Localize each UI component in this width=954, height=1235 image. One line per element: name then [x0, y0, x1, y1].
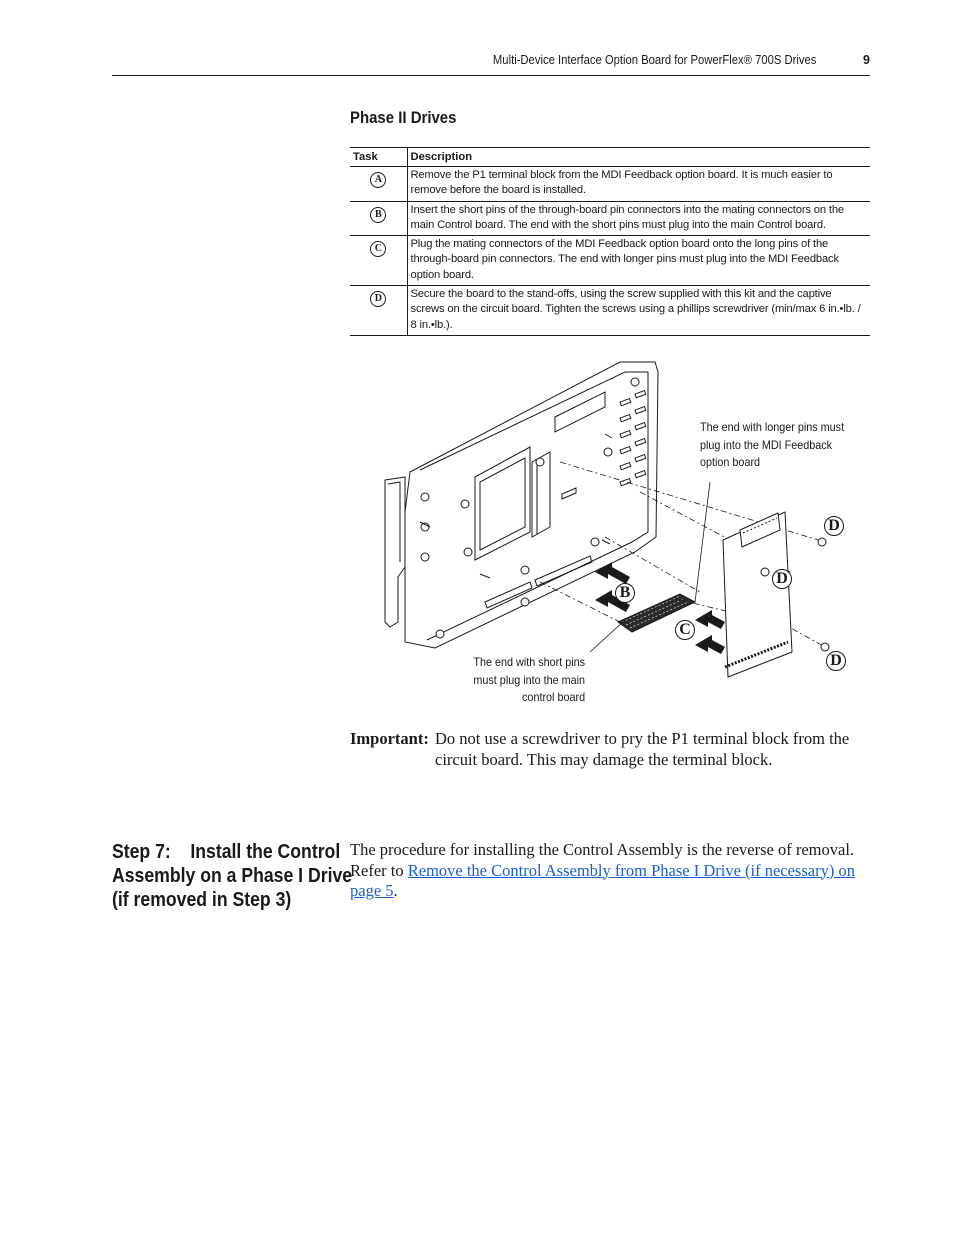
header-divider [112, 75, 870, 76]
callout-d-bottom: D [826, 651, 846, 671]
step7-heading-line1: Step 7: Install the Control [112, 840, 341, 863]
remove-control-assembly-link[interactable]: Remove the Control Assembly from Phase I Drive (if necessary) on page 5 [350, 860, 855, 900]
task-table [350, 147, 870, 336]
task-letter-badge: D [370, 291, 386, 307]
table-row [350, 286, 870, 336]
task-description: Insert the short pins of the through-board pin connectors into the mating connectors on the main Control board. The end with the short pins must plug into the main Control board. [407, 201, 870, 236]
column-header-task: Task [350, 148, 407, 167]
table-header-row [350, 148, 870, 167]
task-letter-badge: C [370, 241, 386, 257]
callout-d-top: D [824, 516, 844, 536]
task-description: Remove the P1 terminal block from the MDI Feedback option board. It is much easier to remove before the board is installed. [407, 167, 870, 202]
important-text-line2: circuit board. This may damage the terminal block. [435, 749, 773, 769]
table-row [350, 167, 870, 202]
task-letter-badge: B [370, 207, 386, 223]
callout-c: C [675, 620, 695, 640]
step7-body-text: The procedure for installing the Control Assembly is the reverse of removal. Refer to [350, 840, 855, 880]
running-header-title: Multi-Device Interface Option Board for PowerFlex® 700S Drives [492, 53, 816, 67]
table-row [350, 236, 870, 286]
page-number: 9 [863, 53, 870, 67]
short-pins-note: The end with short pins must plug into the main control board [473, 655, 585, 704]
step7-body [350, 840, 875, 902]
table-row [350, 201, 870, 236]
section-title: Phase II Drives [350, 108, 457, 127]
long-pins-note: The end with longer pins must plug into the MDI Feedback option board [700, 420, 845, 469]
task-letter-badge: A [370, 172, 386, 188]
column-header-description: Description [407, 148, 870, 167]
step7-heading-line3: (if removed in Step 3) [112, 888, 292, 911]
installation-diagram [380, 352, 880, 712]
callout-b: B [615, 583, 635, 603]
important-text-line1: Do not use a screwdriver to pry the P1 terminal block from the [435, 729, 850, 748]
step7-heading [112, 840, 352, 912]
task-description: Plug the mating connectors of the MDI Feedback option board onto the long pins of the through-board pin connectors. The end with longer pins must plug into the MDI Feedback option board. [407, 236, 870, 286]
task-description: Secure the board to the stand-offs, using the screw supplied with this kit and the captive screws on the circuit board. Tighten the screws using a phillips screwdriver (min/max 6 in.•lb. / 8 in.•lb.). [407, 286, 870, 336]
callout-d-middle: D [772, 569, 792, 589]
step7-body-end: . [393, 881, 398, 900]
step7-heading-line2: Assembly on a Phase I Drive [112, 864, 353, 887]
important-label: Important: [350, 729, 429, 748]
